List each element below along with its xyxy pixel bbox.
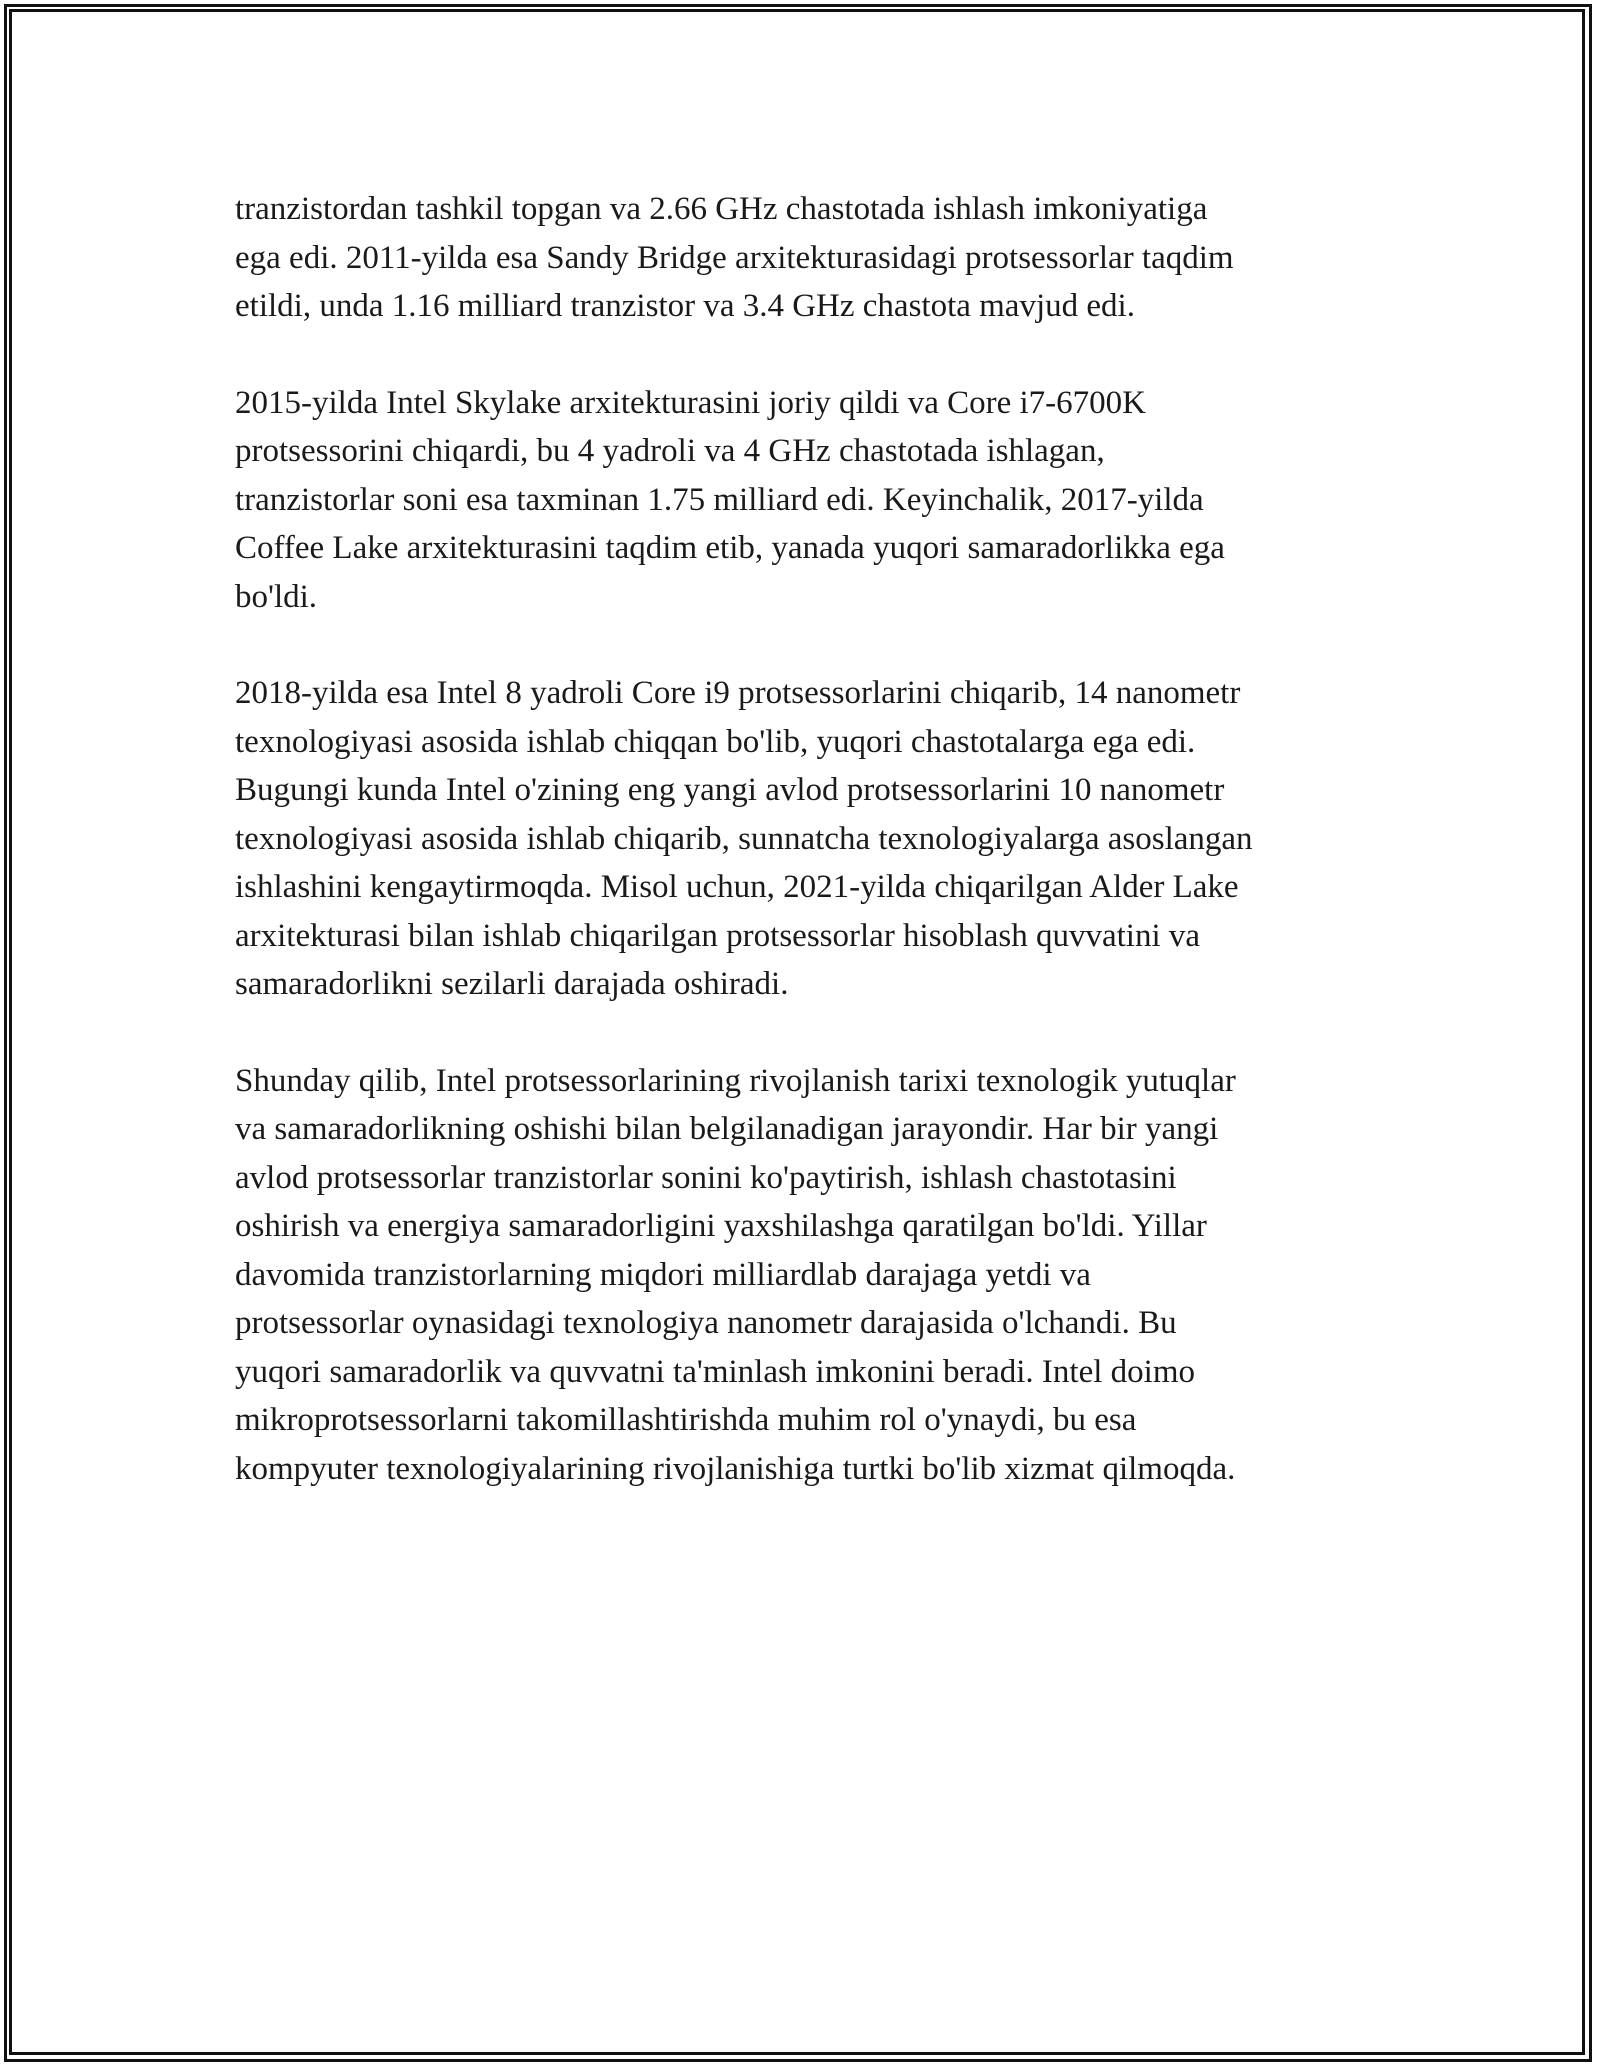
paragraph-1: tranzistordan tashkil topgan va 2.66 GHz chastotada ishlash imkoniyatiga ega edi. 2011-yilda esa Sandy Bridge arxitekturasidagi protsessorlar taqdim etildi, unda 1.16 milliard tranzistor va 3.4 GHz chastota mavjud edi. [235, 191, 1234, 324]
paragraph-3: 2018-yilda esa Intel 8 yadroli Core i9 protsessorlarini chiqarib, 14 nanometr texnologiyasi asosida ishlab chiqqan bo'lib, yuqori chastotalarga ega edi. Bugungi kunda Intel o'zining eng yangi avlod protsessorlarini 10 nanometr texnologiyasi asosida ishlab chiqarib, sunnatcha texnologiyalarga asoslangan ishlashini kengaytirmoqda. Misol uchun, 2021-yilda chiqarilgan Alder Lake arxitekturasi bilan ishlab chiqarilgan protsessorlar hisoblash quvvatini va samaradorlikni sezilarli darajada oshiradi. [235, 675, 1253, 1002]
paragraph-4: Shunday qilib, Intel protsessorlarining rivojlanish tarixi texnologik yutuqlar va samaradorlikning oshishi bilan belgilanadigan jarayondir. Har bir yangi avlod protsessorlar tranzistorlar sonini ko'paytirish, ishlash chastotasini oshirish va energiya samaradorligini yaxshilashga qaratilgan bo'ldi. Yillar davomida tranzistorlarning miqdori milliardlab darajaga yetdi va protsessorlar oynasidagi texnologiya nanometr darajasida o'lchandi. Bu yuqori samaradorlik va quvvatni ta'minlash imkonini beradi. Intel doimo mikroprotsessorlarni takomillashtirishda muhim rol o'ynaydi, bu esa kompyuter texnologiyalarining rivojlanishiga turtki bo'lib xizmat qilmoqda. [235, 1062, 1236, 1487]
document-body [235, 185, 1395, 1541]
paragraph-2: 2015-yilda Intel Skylake arxitekturasini joriy qildi va Core i7-6700K protsessorini chiqardi, bu 4 yadroli va 4 GHz chastotada ishlagan, tranzistorlar soni esa taxminan 1.75 milliard edi. Keyinchalik, 2017-yilda Coffee Lake arxitekturasini taqdim etib, yanada yuqori samaradorlikka ega bo'ldi. [235, 384, 1225, 615]
